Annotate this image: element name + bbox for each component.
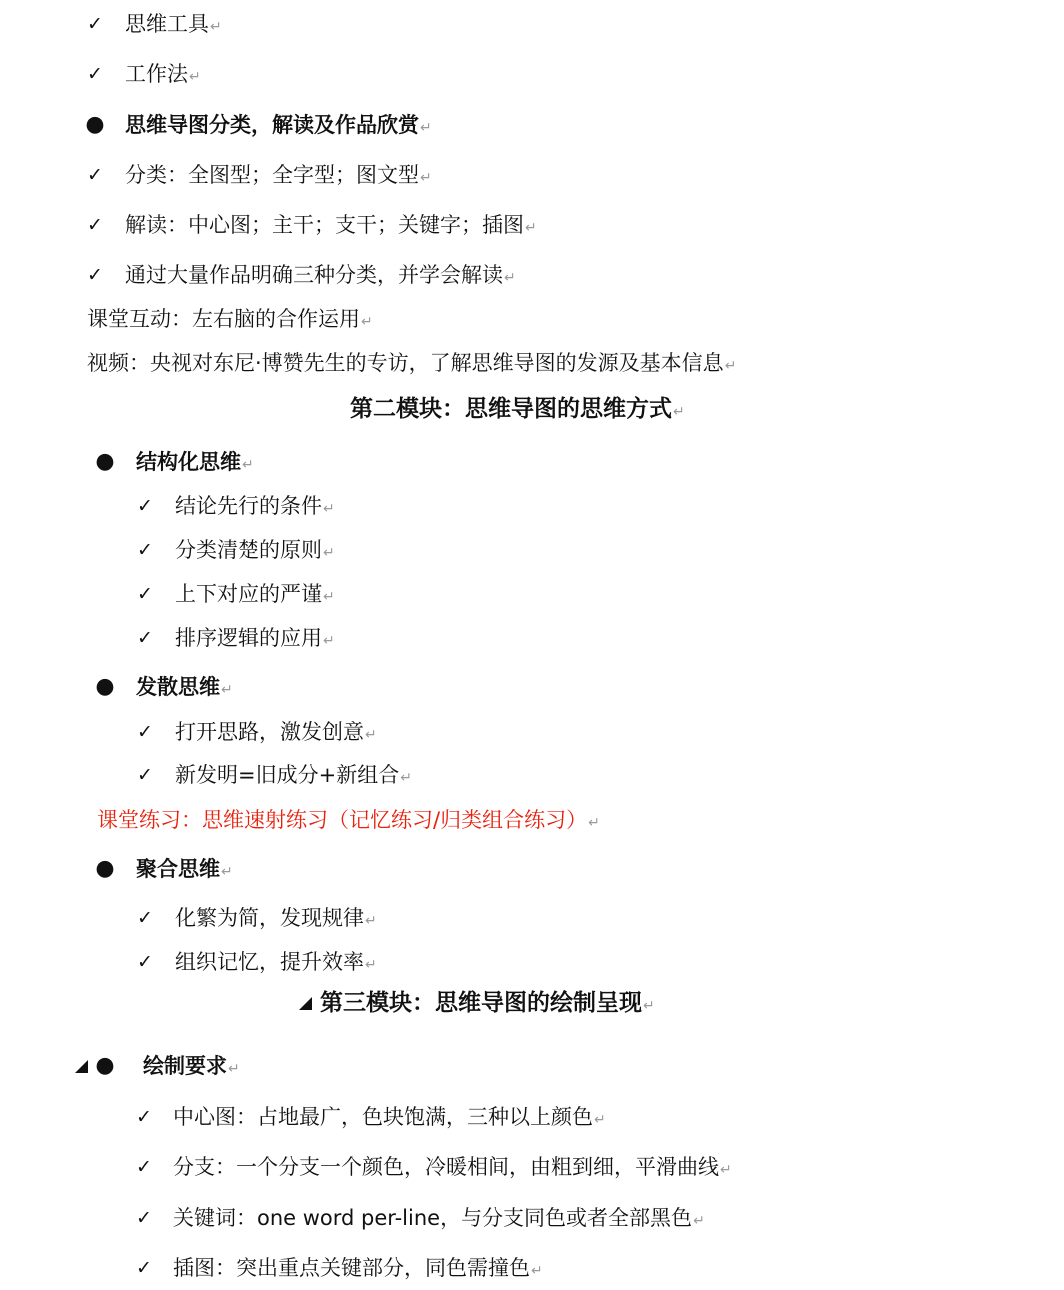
list-item-text: 插图：突出重点关键部分，同色需撞色: [173, 1256, 530, 1280]
list-heading-text: 结构化思维: [136, 450, 241, 474]
paragraph-mark-icon: ↵: [221, 682, 233, 698]
check-icon: ✓: [137, 764, 153, 786]
check-icon: ✓: [87, 164, 103, 186]
bullet-icon: ●: [95, 674, 115, 699]
check-icon: ✓: [136, 1106, 152, 1128]
check-icon: ✓: [137, 951, 153, 973]
bullet-icon: ●: [85, 112, 105, 137]
check-icon: ✓: [137, 721, 153, 743]
check-icon: ✓: [136, 1156, 152, 1178]
paragraph-mark-icon: ↵: [210, 19, 222, 35]
paragraph-mark-icon: ↵: [643, 998, 655, 1014]
paragraph-mark-icon: ↵: [724, 358, 737, 374]
check-icon: ✓: [137, 583, 153, 605]
bullet-icon: ●: [95, 449, 115, 474]
paragraph-mark-icon: ↵: [588, 815, 600, 831]
list-heading-text: 发散思维: [136, 675, 220, 699]
paragraph-mark-icon: ↵: [594, 1112, 606, 1128]
list-item-text: 上下对应的严谨: [175, 582, 322, 606]
paragraph-mark-icon: ↵: [228, 1061, 240, 1077]
paragraph-mark-icon: ↵: [693, 1213, 705, 1229]
list-item-text: 组织记忆，提升效率: [175, 950, 364, 974]
check-icon: ✓: [137, 627, 153, 649]
list-item-text: 分类清楚的原则: [175, 538, 322, 562]
check-icon: ✓: [87, 264, 103, 286]
list-heading-text: 聚合思维: [136, 857, 220, 881]
paragraph-mark-icon: ↵: [323, 501, 335, 517]
paragraph-mark-icon: ↵: [221, 864, 233, 880]
paragraph-mark-icon: ↵: [361, 314, 373, 330]
paragraph-mark-icon: ↵: [673, 404, 685, 420]
paragraph-mark-icon: ↵: [242, 457, 254, 473]
check-icon: ✓: [137, 495, 153, 517]
section-heading: [320, 989, 655, 1020]
list-item-text: 解读：中心图；主干；支干；关键字；插图: [125, 213, 524, 237]
collapse-triangle-icon[interactable]: [299, 997, 312, 1010]
list-item-text: 工作法: [125, 62, 188, 86]
collapse-triangle-icon[interactable]: [75, 1060, 88, 1073]
section-heading-text: 第二模块：思维导图的思维方式: [350, 396, 672, 422]
check-icon: ✓: [136, 1207, 152, 1229]
paragraph-mark-icon: ↵: [365, 913, 377, 929]
list-item-text: 排序逻辑的应用: [175, 626, 322, 650]
list-item-text: 新发明=旧成分+新组合: [175, 763, 400, 787]
check-icon: ✓: [87, 63, 103, 85]
paragraph-mark-icon: ↵: [323, 545, 335, 561]
paragraph-mark-icon: ↵: [323, 589, 335, 605]
list-item-text: 关键词：one word per-line，与分支同色或者全部黑色: [173, 1206, 693, 1230]
list-item-text: 通过大量作品明确三种分类，并学会解读: [125, 263, 503, 287]
list-item-text: 分支：一个分支一个颜色，冷暖相间，由粗到细，平滑曲线: [173, 1155, 719, 1179]
section-heading: [350, 395, 685, 426]
list-heading-text: 绘制要求: [143, 1054, 227, 1078]
list-item-text: 打开思路，激发创意: [175, 720, 364, 744]
check-icon: ✓: [137, 907, 153, 929]
paragraph-mark-icon: ↵: [420, 120, 432, 136]
paragraph-mark-icon: ↵: [504, 270, 516, 286]
paragraph-mark-icon: ↵: [365, 957, 377, 973]
paragraph-text: 视频：央视对东尼·博赞先生的专访，了解思维导图的发源及基本信息: [87, 351, 724, 375]
paragraph-mark-icon: ↵: [525, 220, 537, 236]
list-item-text: 思维工具: [125, 12, 209, 36]
list-item-text: 分类：全图型；全字型；图文型: [125, 163, 419, 187]
paragraph-mark-icon: ↵: [400, 770, 412, 786]
check-icon: ✓: [87, 13, 103, 35]
paragraph-mark-icon: ↵: [420, 170, 432, 186]
bullet-icon: ●: [95, 856, 115, 881]
check-icon: ✓: [137, 539, 153, 561]
list-item-text: 结论先行的条件: [175, 494, 322, 518]
check-icon: ✓: [136, 1257, 152, 1279]
paragraph-mark-icon: ↵: [189, 69, 201, 85]
paragraph-mark-icon: ↵: [720, 1162, 732, 1178]
paragraph-mark-icon: ↵: [323, 633, 335, 649]
list-item-text: 中心图：占地最广，色块饱满，三种以上颜色: [173, 1105, 593, 1129]
list-heading-text: 思维导图分类，解读及作品欣赏: [125, 113, 419, 137]
practice-note-text: 课堂练习：思维速射练习（记忆练习/归类组合练习）: [97, 808, 588, 832]
bullet-icon: ●: [95, 1053, 115, 1078]
paragraph-mark-icon: ↵: [365, 727, 377, 743]
paragraph-text: 课堂互动：左右脑的合作运用: [87, 307, 360, 331]
paragraph-mark-icon: ↵: [531, 1263, 543, 1279]
list-item-text: 化繁为简，发现规律: [175, 906, 364, 930]
check-icon: ✓: [87, 214, 103, 236]
section-heading-text: 第三模块：思维导图的绘制呈现: [320, 990, 642, 1016]
